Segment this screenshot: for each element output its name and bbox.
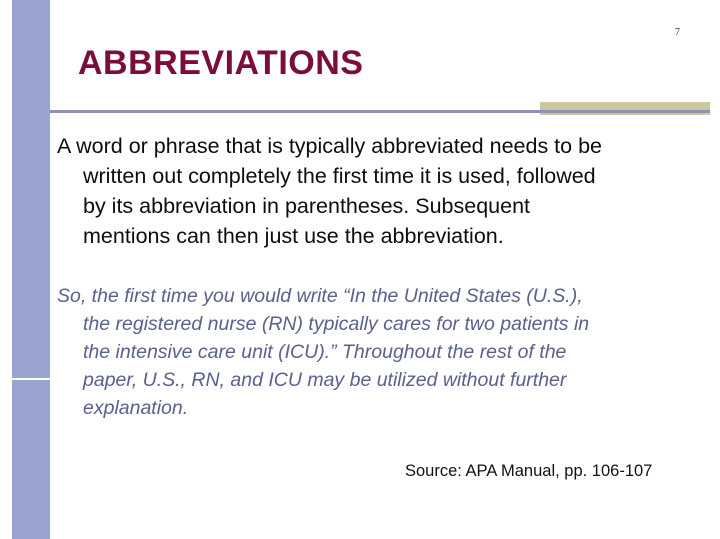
body-line-4: mentions can then just use the abbreviation. [83,224,504,248]
example-line-1: So, the first time you would write “In the United States (U.S.), [57,285,583,307]
example-line-4: paper, U.S., RN, and ICU may be utilized without further [83,369,567,391]
body-line-3: by its abbreviation in parentheses. Subsequent [83,194,531,218]
example-line-3: the intensive care unit (ICU).” Throughout the rest of the [83,341,567,363]
left-decoration-band-top [12,0,50,380]
body-line-2: written out completely the first time it is used, followed [83,164,596,188]
source-citation: Source: APA Manual, pp. 106-107 [405,462,653,480]
left-decoration-band-bottom [12,380,50,539]
slide-number: 7 [675,27,680,38]
title-divider-rule [50,110,710,113]
page-title: ABBREVIATIONS [78,44,364,82]
title-accent-bar [540,102,710,115]
body-line-1: A word or phrase that is typically abbreviated needs to be [57,134,602,158]
example-line-5: explanation. [83,397,189,419]
example-paragraph [57,282,682,422]
body-paragraph [57,131,677,251]
example-line-2: the registered nurse (RN) typically cares for two patients in [83,313,590,335]
